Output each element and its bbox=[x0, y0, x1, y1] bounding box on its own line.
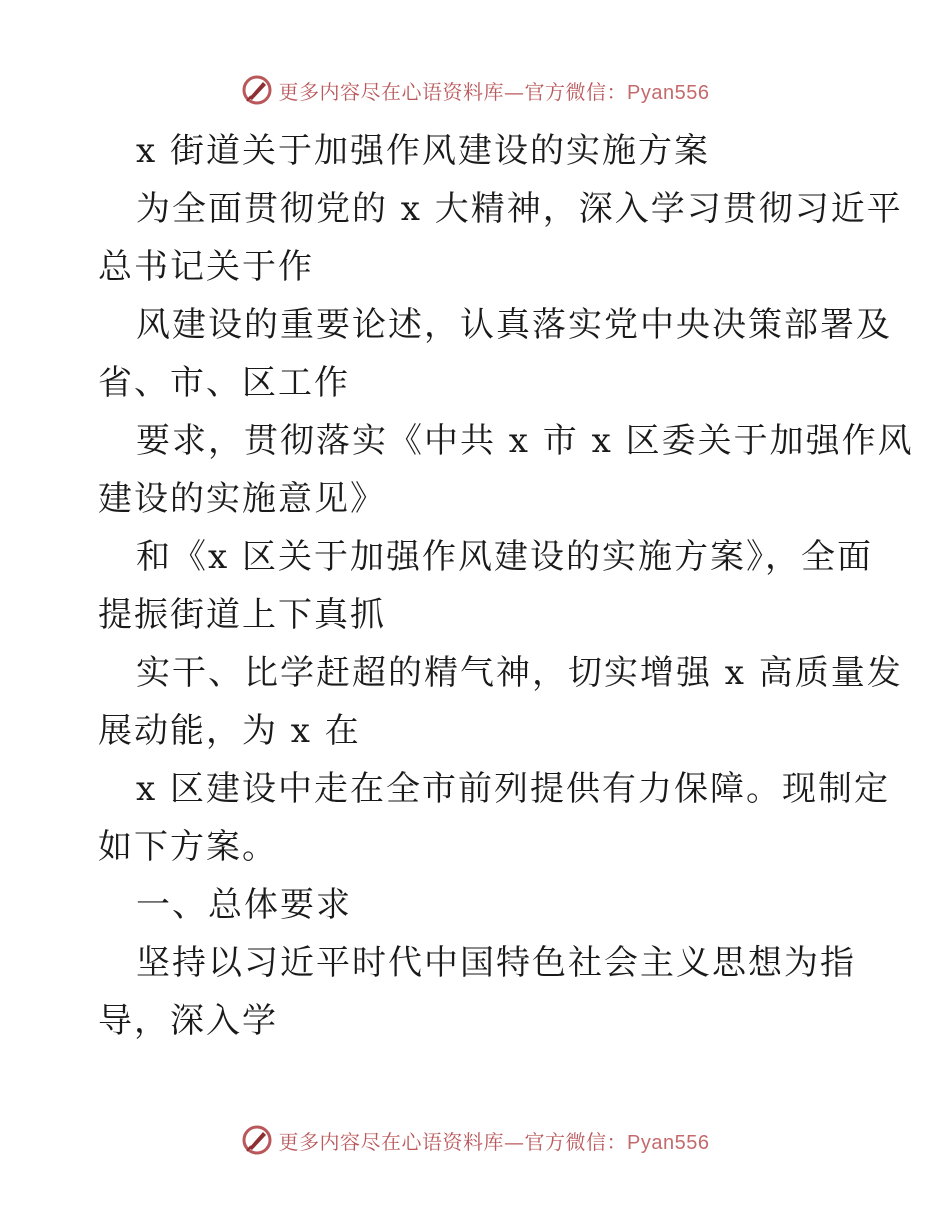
quill-pen-logo-icon bbox=[241, 74, 273, 106]
section-heading: 一、总体要求 bbox=[136, 885, 352, 925]
footer-banner bbox=[0, 1120, 950, 1160]
footer-banner-title: 更多内容尽在心语资料库—官方微信： bbox=[278, 1129, 628, 1154]
paragraph-line: 省、市、区工作 bbox=[98, 363, 350, 403]
header-wechat-id: Pyan556 bbox=[627, 81, 710, 104]
footer-banner-text bbox=[279, 1126, 710, 1155]
header-banner-text bbox=[279, 76, 710, 105]
paragraph-line: x 区建设中走在全市前列提供有力保障。现制定 bbox=[136, 769, 890, 809]
paragraph-line: 实干、比学赶超的精气神，切实增强 x 高质量发 bbox=[136, 653, 903, 693]
paragraph-line: 坚持以习近平时代中国特色社会主义思想为指 bbox=[136, 943, 856, 983]
paragraph-line: 建设的实施意见》 bbox=[98, 479, 386, 519]
document-body bbox=[98, 122, 914, 1050]
footer-wechat-id: Pyan556 bbox=[627, 1131, 710, 1154]
paragraph-line: 如下方案。 bbox=[98, 827, 278, 867]
paragraph-line: 总书记关于作 bbox=[98, 247, 314, 287]
paragraph-line: 展动能，为 x 在 bbox=[98, 711, 361, 751]
paragraph-line: 和《x 区关于加强作风建设的实施方案》，全面 bbox=[136, 537, 873, 577]
paragraph-line: 要求，贯彻落实《中共 x 市 x 区委关于加强作风 bbox=[136, 421, 914, 461]
header-banner bbox=[0, 70, 950, 110]
paragraph-line: 风建设的重要论述，认真落实党中央决策部署及 bbox=[136, 305, 892, 345]
document-title: x 街道关于加强作风建设的实施方案 bbox=[136, 131, 710, 171]
quill-pen-logo-icon bbox=[241, 1124, 273, 1156]
paragraph-line: 导，深入学 bbox=[98, 1001, 278, 1041]
paragraph-line: 提振街道上下真抓 bbox=[98, 595, 386, 635]
paragraph-line: 为全面贯彻党的 x 大精神，深入学习贯彻习近平 bbox=[136, 189, 903, 229]
header-banner-title: 更多内容尽在心语资料库—官方微信： bbox=[278, 79, 628, 104]
